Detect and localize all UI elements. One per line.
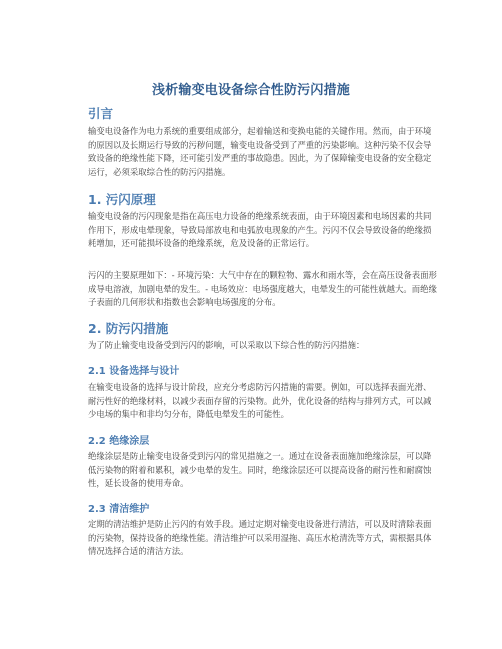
- principle-paragraph-2: 污闪的主要原理如下：- 环境污染：大气中存在的颗粒物、露水和雨水等，会在高压设备表面形成导电溶液，加剧电晕的发生。- 电场效应：电场强度越大，电晕发生的可能性就越大。而绝缘子表面的几何形状和指数也会影响电场强度的分布。: [88, 270, 437, 308]
- document-title: 浅析输变电设备综合性防污闪措施: [151, 83, 350, 98]
- subsection-heading-design: 2.1 设备选择与设计: [88, 366, 180, 377]
- subsection-heading-coating: 2.2 绝缘涂层: [88, 436, 150, 447]
- section-heading-intro: 引言: [88, 106, 114, 121]
- section-heading-measures: 2. 防污闪措施: [88, 321, 169, 336]
- measures-intro-paragraph: 为了防止输变电设备受到污闪的影响，可以采取以下综合性的防污闪措施：: [88, 340, 365, 350]
- subsection-heading-cleaning: 2.3 清洁维护: [88, 504, 150, 515]
- section-heading-principle: 1. 污闪原理: [88, 192, 156, 207]
- intro-paragraph: 输变电设备作为电力系统的重要组成部分，起着输送和变换电能的关键作用。然而，由于环境的原因以及长期运行导致的污秽问题，输变电设备受到了严重的污染影响。这种污染不仅会导致设备的绝缘性能下降，还可能引发严重的事故隐患。因此，为了保障输变电设备的安全稳定运行，必须采取综合性的防污闪措施。: [88, 126, 432, 177]
- design-paragraph: 在输变电设备的选择与设计阶段，应充分考虑防污闪措施的需要。例如，可以选择表面光滑、耐污性好的绝缘材料，以减少表面存留的污染物。此外，优化设备的结构与排列方式，可以减少电场的集中和非均匀分布，降低电晕发生的可能性。: [88, 382, 432, 420]
- principle-paragraph-1: 输变电设备的污闪现象是指在高压电力设备的绝缘系统表面，由于环境因素和电场因素的共同作用下，形成电晕现象，导致局部放电和电弧放电现象的产生。污闪不仅会导致设备的绝缘损耗增加，还可能损坏设备的绝缘系统，危及设备的正常运行。: [88, 211, 432, 249]
- coating-paragraph: 绝缘涂层是防止输变电设备受到污闪的常见措施之一。通过在设备表面施加绝缘涂层，可以降低污染物的附着和累积，减少电晕的发生。同时，绝缘涂层还可以提高设备的耐污性和耐腐蚀性，延长设备的使用寿命。: [88, 451, 432, 489]
- cleaning-paragraph: 定期的清洁维护是防止污闪的有效手段。通过定期对输变电设备进行清洁，可以及时清除表面的污染物，保持设备的绝缘性能。清洁维护可以采用湿拖、高压水枪清洗等方式，需根据具体情况选择合适的清洁方法。: [88, 519, 432, 557]
